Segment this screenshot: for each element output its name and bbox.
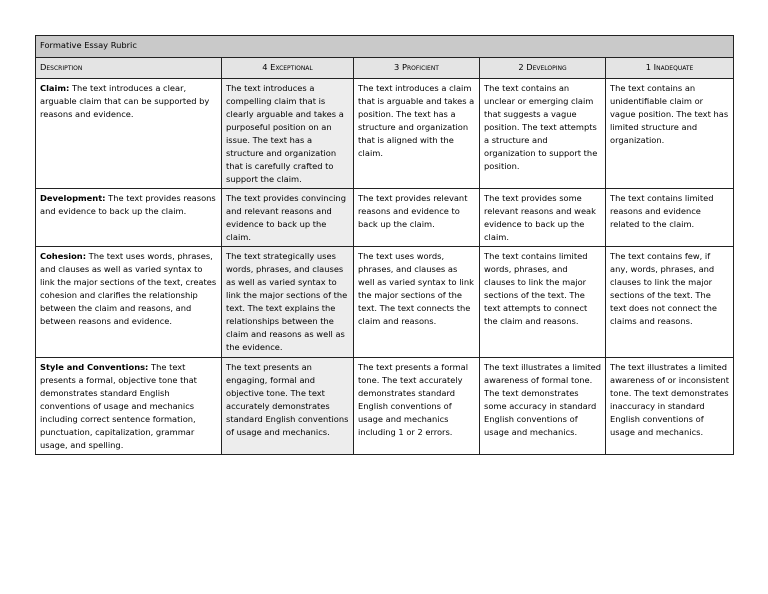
cell-inadequate: The text contains limited reasons and evidence related to the claim. xyxy=(606,189,734,247)
cell-exceptional: The text strategically uses words, phrases, and clauses as well as varied syntax to link the major sections of the text. The text explains the relationships between the claim and reasons as well as the evidence. xyxy=(222,247,354,358)
rubric-header-row xyxy=(36,58,734,79)
cell-description xyxy=(36,189,222,247)
header-proficient: 3 Proficient xyxy=(354,58,480,79)
category-description: The text introduces a clear, arguable claim that can be supported by reasons and evidence. xyxy=(40,83,210,119)
row-claim xyxy=(36,79,734,189)
cell-proficient: The text introduces a claim that is arguable and takes a position. The text has a structure and organization that is aligned with the claim. xyxy=(354,79,480,189)
cell-exceptional: The text presents an engaging, formal and objective tone. The text accurately demonstrates standard English conventions of usage and mechanics. xyxy=(222,358,354,455)
cell-description xyxy=(36,79,222,189)
category-description: The text uses words, phrases, and clauses as well as varied syntax to link the major sections of the text, creates cohesion and clarifies the relationship between the claim and reasons, and between reasons and evidence. xyxy=(40,251,217,326)
header-developing: 2 Developing xyxy=(480,58,606,79)
category-label: Development: xyxy=(40,193,106,203)
cell-exceptional: The text provides convincing and relevant reasons and evidence to back up the claim. xyxy=(222,189,354,247)
cell-description xyxy=(36,358,222,455)
row-style-conventions xyxy=(36,358,734,455)
cell-developing: The text contains limited words, phrases, and clauses to link the major sections of the text. The text attempts to connect the claim and reasons. xyxy=(480,247,606,358)
row-development xyxy=(36,189,734,247)
cell-developing: The text illustrates a limited awareness of formal tone. The text demonstrates some accuracy in standard English conventions of usage and mechanics. xyxy=(480,358,606,455)
cell-proficient: The text presents a formal tone. The text accurately demonstrates standard English conventions of usage and mechanics including 1 or 2 errors. xyxy=(354,358,480,455)
header-exceptional: 4 Exceptional xyxy=(222,58,354,79)
cell-inadequate: The text contains an unidentifiable claim or vague position. The text has limited structure and organization. xyxy=(606,79,734,189)
cell-proficient: The text uses words, phrases, and clauses as well as varied syntax to link the major sections of the text. The text connects the claim and reasons. xyxy=(354,247,480,358)
cell-inadequate: The text illustrates a limited awareness of or inconsistent tone. The text demonstrates inaccuracy in standard English conventions of usage and mechanics. xyxy=(606,358,734,455)
category-description: The text presents a formal, objective tone that demonstrates standard English conventions of usage and mechanics including correct sentence formation, punctuation, capitalization, grammar usage, and spelling. xyxy=(40,362,197,450)
category-description: The text provides reasons and evidence to back up the claim. xyxy=(40,193,216,216)
cell-developing: The text provides some relevant reasons and weak evidence to back up the claim. xyxy=(480,189,606,247)
category-label: Cohesion: xyxy=(40,251,87,261)
rubric-title: Formative Essay Rubric xyxy=(36,36,734,58)
header-description: Description xyxy=(36,58,222,79)
cell-exceptional: The text introduces a compelling claim that is clearly arguable and takes a purposeful position on an issue. The text has a structure and organization that is carefully crafted to support the claim. xyxy=(222,79,354,189)
cell-inadequate: The text contains few, if any, words, phrases, and clauses to link the major sections of the text. The text does not connect the claims and reasons. xyxy=(606,247,734,358)
rubric-table xyxy=(35,35,734,455)
category-label: Claim: xyxy=(40,83,70,93)
rubric-title-row xyxy=(36,36,734,58)
cell-description xyxy=(36,247,222,358)
row-cohesion xyxy=(36,247,734,358)
header-inadequate: 1 Inadequate xyxy=(606,58,734,79)
category-label: Style and Conventions: xyxy=(40,362,149,372)
cell-proficient: The text provides relevant reasons and evidence to back up the claim. xyxy=(354,189,480,247)
cell-developing: The text contains an unclear or emerging claim that suggests a vague position. The text attempts a structure and organization to support the position. xyxy=(480,79,606,189)
